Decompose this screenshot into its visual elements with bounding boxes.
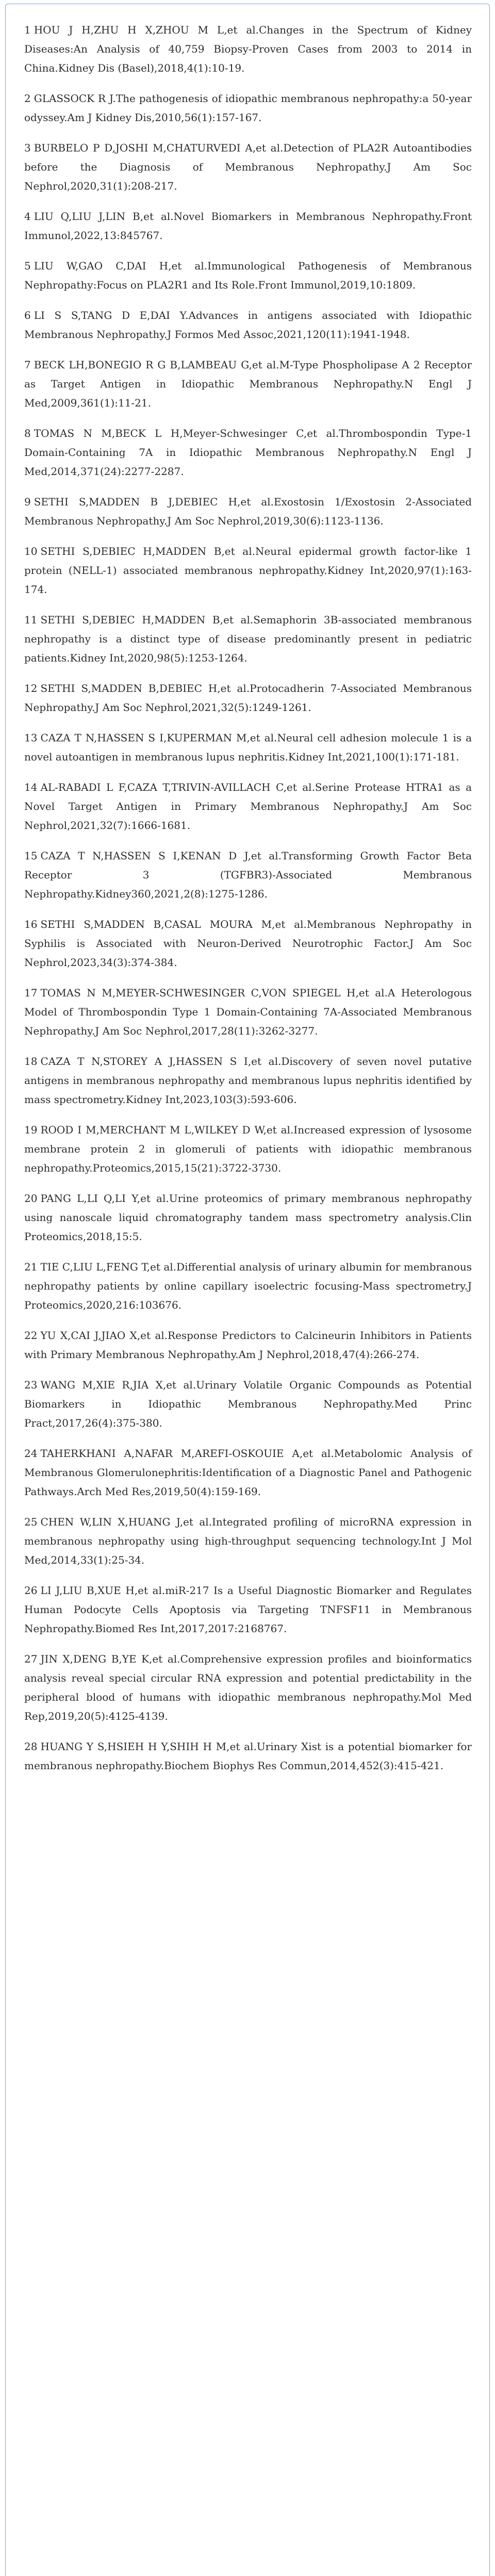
reference-number: 16 [24, 918, 38, 930]
reference-item [24, 1052, 472, 1109]
reference-text: SETHI S,DEBIEC H,MADDEN B,et al.Neural epidermal growth factor-like 1 protein (NELL-1) associated membranous nephropathy.Kidney Int,2020,97(1):163-174. [24, 545, 472, 596]
reference-text: LIU W,GAO C,DAI H,et al.Immunological Pathogenesis of Membranous Nephropathy:Focus on PLA2R1 and Its Role.Front Immunol,2019,10:1809. [24, 260, 472, 291]
reference-item [24, 257, 472, 295]
reference-number: 19 [24, 1124, 38, 1136]
reference-number: 15 [24, 850, 38, 862]
reference-item [24, 915, 472, 972]
reference-item [24, 1444, 472, 1501]
reference-number: 24 [24, 1447, 38, 1460]
reference-text: CAZA T N,HASSEN S I,KUPERMAN M,et al.Neural cell adhesion molecule 1 is a novel autoantigen in membranous lupus nephritis.Kidney Int,2021,100(1):171-181. [24, 732, 472, 763]
reference-text: SETHI S,MADDEN B,DEBIEC H,et al.Protocadherin 7-Associated Membranous Nephropathy.J Am Soc Nephrol,2021,32(5):1249-1261. [24, 682, 472, 714]
reference-number: 2 [24, 92, 31, 105]
reference-list [6, 4, 489, 1775]
reference-number: 26 [24, 1584, 38, 1597]
reference-item [24, 1376, 472, 1433]
reference-panel [5, 4, 490, 2576]
reference-number: 18 [24, 1055, 38, 1067]
reference-item [24, 1581, 472, 1638]
reference-number: 1 [24, 24, 31, 36]
reference-text: BURBELO P D,JOSHI M,CHATURVEDI A,et al.Detection of PLA2R Autoantibodies before the Diagnosis of Membranous Nephropathy.J Am Soc Nephrol,2020,31(1):208-217. [24, 142, 472, 192]
reference-item [24, 611, 472, 668]
reference-text: GLASSOCK R J.The pathogenesis of idiopathic membranous nephropathy:a 50-year odyssey.Am J Kidney Dis,2010,56(1):157-167. [24, 92, 472, 124]
reference-item [24, 679, 472, 717]
reference-number: 25 [24, 1516, 38, 1528]
reference-text: LI J,LIU B,XUE H,et al.miR-217 Is a Useful Diagnostic Biomarker and Regulates Human Podocyte Cells Apoptosis via Targeting TNFSF11 in Membranous Nephropathy.Biomed Res Int,2017,2017:2168767. [24, 1584, 472, 1635]
reference-number: 12 [24, 682, 38, 694]
reference-number: 9 [24, 496, 31, 508]
reference-text: TAHERKHANI A,NAFAR M,AREFI-OSKOUIE A,et al.Metabolomic Analysis of Membranous Glomerulonephritis:Identification of a Diagnostic Panel and Pathogenic Pathways.Arch Med Res,2019,50(4):159-169. [24, 1447, 472, 1498]
reference-item [24, 207, 472, 245]
reference-item [24, 89, 472, 127]
reference-number: 5 [24, 260, 31, 272]
reference-number: 11 [24, 614, 38, 626]
reference-item [24, 424, 472, 481]
reference-text: SETHI S,DEBIEC H,MADDEN B,et al.Semaphorin 3B-associated membranous nephropathy is a distinct type of disease predominantly present in pediatric patients.Kidney Int,2020,98(5):1253-1264. [24, 614, 472, 664]
reference-text: SETHI S,MADDEN B J,DEBIEC H,et al.Exostosin 1/Exostosin 2-Associated Membranous Nephropathy.J Am Soc Nephrol,2019,30(6):1123-1136. [24, 496, 472, 527]
reference-text: ROOD I M,MERCHANT M L,WILKEY D W,et al.Increased expression of lysosome membrane protein 2 in glomeruli of patients with idiopathic membranous nephropathy.Proteomics,2015,15(21):3722-3730. [24, 1124, 472, 1174]
reference-item [24, 1189, 472, 1246]
reference-text: PANG L,LI Q,LI Y,et al.Urine proteomics of primary membranous nephropathy using nanoscale liquid chromatography tandem mass spectrometry analysis.Clin Proteomics,2018,15:5. [24, 1192, 472, 1243]
reference-number: 28 [24, 1740, 38, 1753]
reference-number: 10 [24, 545, 38, 557]
reference-text: TIE C,LIU L,FENG T,et al.Differential analysis of urinary albumin for membranous nephropathy patients by online capillary isoelectric focusing-Mass spectrometry.J Proteomics,2020,216:103676. [24, 1261, 472, 1311]
reference-text: CAZA T N,STOREY A J,HASSEN S I,et al.Discovery of seven novel putative antigens in membranous nephropathy and membranous lupus nephritis identified by mass spectrometry.Kidney Int,2023,103(3):593-606. [24, 1055, 472, 1106]
reference-item [24, 846, 472, 904]
reference-text: BECK LH,BONEGIO R G B,LAMBEAU G,et al.M-Type Phospholipase A 2 Receptor as Target Antigen in Idiopathic Membranous Nephropathy.N Engl J Med,2009,361(1):11-21. [24, 359, 472, 409]
reference-item [24, 1121, 472, 1178]
reference-text: LI S S,TANG D E,DAI Y.Advances in antigens associated with Idiopathic Membranous Nephropathy.J Formos Med Assoc,2021,120(11):1941-1948. [24, 309, 472, 341]
reference-number: 22 [24, 1329, 38, 1342]
reference-number: 3 [24, 142, 31, 154]
reference-number: 7 [24, 359, 31, 371]
reference-text: CHEN W,LIN X,HUANG J,et al.Integrated profiling of microRNA expression in membranous nephropathy using high-throughput sequencing technology.Int J Mol Med,2014,33(1):25-34. [24, 1516, 472, 1566]
reference-text: YU X,CAI J,JIAO X,et al.Response Predictors to Calcineurin Inhibitors in Patients with Primary Membranous Nephropathy.Am J Nephrol,2018,47(4):266-274. [24, 1329, 472, 1361]
reference-number: 4 [24, 210, 31, 223]
reference-number: 21 [24, 1261, 38, 1273]
reference-number: 8 [24, 427, 31, 439]
reference-item [24, 1513, 472, 1570]
reference-item [24, 542, 472, 599]
reference-text: LIU Q,LIU J,LIN B,et al.Novel Biomarkers in Membranous Nephropathy.Front Immunol,2022,13:845767. [24, 210, 472, 242]
reference-item [24, 1650, 472, 1726]
reference-number: 23 [24, 1379, 38, 1391]
reference-text: SETHI S,MADDEN B,CASAL MOURA M,et al.Membranous Nephropathy in Syphilis is Associated with Neuron-Derived Neurotrophic Factor.J Am Soc Nephrol,2023,34(3):374-384. [24, 918, 472, 969]
reference-text: WANG M,XIE R,JIA X,et al.Urinary Volatile Organic Compounds as Potential Biomarkers in Idiopathic Membranous Nephropathy.Med Princ Pract,2017,26(4):375-380. [24, 1379, 472, 1429]
reference-text: HUANG Y S,HSIEH H Y,SHIH H M,et al.Urinary Xist is a potential biomarker for membranous nephropathy.Biochem Biophys Res Commun,2014,452(3):415-421. [24, 1740, 472, 1772]
reference-item [24, 1258, 472, 1315]
reference-item [24, 1326, 472, 1364]
reference-item [24, 778, 472, 835]
reference-text: HOU J H,ZHU H X,ZHOU M L,et al.Changes in the Spectrum of Kidney Diseases:An Analysis of 40,759 Biopsy-Proven Cases from 2003 to 2014 in China.Kidney Dis (Basel),2018,4(1):10-19. [24, 24, 472, 74]
reference-item [24, 139, 472, 196]
reference-text: AL-RABADI L F,CAZA T,TRIVIN-AVILLACH C,et al.Serine Protease HTRA1 as a Novel Target Antigen in Primary Membranous Nephropathy.J Am Soc Nephrol,2021,32(7):1666-1681. [24, 781, 472, 832]
reference-number: 27 [24, 1653, 38, 1665]
reference-text: JIN X,DENG B,YE K,et al.Comprehensive expression profiles and bioinformatics analysis reveal special circular RNA expression and potential predictability in the peripheral blood of humans with idiopathic membranous nephropathy.Mol Med Rep,2019,20(5):4125-4139. [24, 1653, 472, 1722]
reference-number: 14 [24, 781, 38, 793]
reference-text: TOMAS N M,BECK L H,Meyer-Schwesinger C,et al.Thrombospondin Type-1 Domain-Containing 7A in Idiopathic Membranous Nephropathy.N Engl J Med,2014,371(24):2277-2287. [24, 427, 472, 478]
reference-number: 6 [24, 309, 31, 321]
reference-number: 20 [24, 1192, 38, 1205]
reference-item [24, 728, 472, 767]
reference-item [24, 1737, 472, 1775]
reference-item [24, 493, 472, 531]
reference-number: 13 [24, 732, 38, 744]
reference-number: 17 [24, 987, 38, 999]
reference-text: CAZA T N,HASSEN S I,KENAN D J,et al.Transforming Growth Factor Beta Receptor 3 (TGFBR3)-Associated Membranous Nephropathy.Kidney360,2021,2(8):1275-1286. [24, 850, 472, 900]
reference-text: TOMAS N M,MEYER-SCHWESINGER C,VON SPIEGEL H,et al.A Heterologous Model of Thrombospondin Type 1 Domain-Containing 7A-Associated Membranous Nephropathy.J Am Soc Nephrol,2017,28(11):3262-3277. [24, 987, 472, 1037]
reference-item [24, 21, 472, 78]
reference-item [24, 984, 472, 1041]
reference-item [24, 306, 472, 344]
reference-item [24, 355, 472, 413]
